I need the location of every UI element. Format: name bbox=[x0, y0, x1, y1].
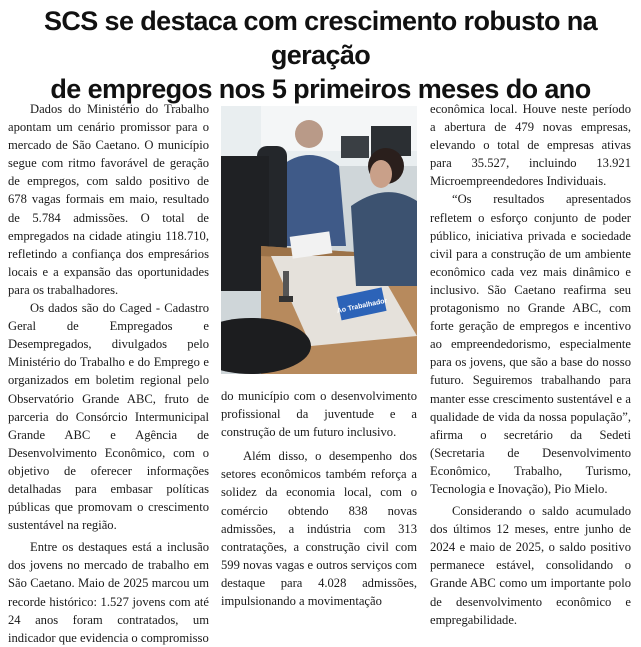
sign-label: Ao Trabalhador bbox=[336, 297, 388, 316]
paragraph: do município com o desenvolvimento profissional da juventude e a construção de um futuro inclusivo. bbox=[221, 389, 417, 440]
paragraph: Entre os destaques está a inclusão dos jovens no mercado de trabalho em São Caetano. Maio de 2025 marcou um recorde histórico: 1.527 jovens com até 24 anos foram contratados, um indicador que evidencia o compromisso bbox=[8, 540, 209, 645]
paragraph: Além disso, o desempenho dos setores econômicos também reforça a solidez da economia local, com o comércio obtendo 838 novas admissões, a indústria com 313 contratações, a construção civil com 599 novas vagas e outros serviços com destaque para 4.028 admissões, impulsionando a movimentação bbox=[221, 449, 417, 609]
paragraph: econômica local. Houve neste período a abertura de 479 novas empresas, elevando o total de empresas ativas para 35.527, incluindo 13.921 Microempreendedores Individuais. bbox=[430, 102, 631, 189]
paragraph: Considerando o saldo acumulado dos últimos 12 meses, entre junho de 2024 e maio de 2025, o saldo positivo permanece estável, consolidando o Grande ABC como um importante polo de desenvolvimento econômico e empregabilidade. bbox=[430, 504, 631, 627]
office-scene-illustration bbox=[221, 106, 417, 374]
headline bbox=[0, 4, 641, 106]
article-column-2 bbox=[221, 387, 417, 610]
paragraph: Os dados são do Caged - Cadastro Geral de Empregados e Desempregados, divulgados pelo Ministério do Trabalho e do Emprego e organizados em boletim regional pelo Observatório Grande ABC, fruto de parceria do Consórcio Intermunicipal Grande ABC e Agência de Desenvolvimento Econômico, com o objetivo de oferecer informações detalhadas para embasar políticas públicas que promovam o crescimento sustentável na região. bbox=[8, 301, 209, 533]
paragraph: Dados do Ministério do Trabalho apontam um cenário promissor para o mercado de São Caetano. O município segue com ritmo favorável de geração de empregos, com saldo positivo de 678 vagas formais em maio, resultado de 5.784 admissões. O total de empregados na cidade atingiu 118.710, refletindo a confiança dos empresários locais e a expansão das oportunidades para os trabalhadores. bbox=[8, 102, 209, 297]
headline-line-2: de empregos nos 5 primeiros meses do ano bbox=[50, 74, 591, 104]
article-column-3 bbox=[430, 100, 631, 629]
article-column-1 bbox=[8, 100, 209, 647]
headline-line-1: SCS se destaca com crescimento robusto na geração bbox=[43, 6, 598, 70]
article-photo bbox=[221, 106, 417, 374]
paragraph: “Os resultados apresentados refletem o esforço conjunto de poder público, iniciativa privada e sociedade civil para a construção de um ambiente econômico cada vez mais dinâmico e inclusivo. São Caetano reafirma seu protagonismo no Grande ABC, com forte geração de empregos e incentivo ao empreendedorismo, especialmente para os jovens, que são a base do nosso futuro. Seguiremos trabalhando para manter esse crescimento sustentável e a qualidade de vida da nossa população”, afirma o secretário da Sedeti (Secretaria de Desenvolvimento Econômico, Trabalho, Turismo, Tecnologia e Inovação), Pio Mielo. bbox=[430, 192, 631, 496]
